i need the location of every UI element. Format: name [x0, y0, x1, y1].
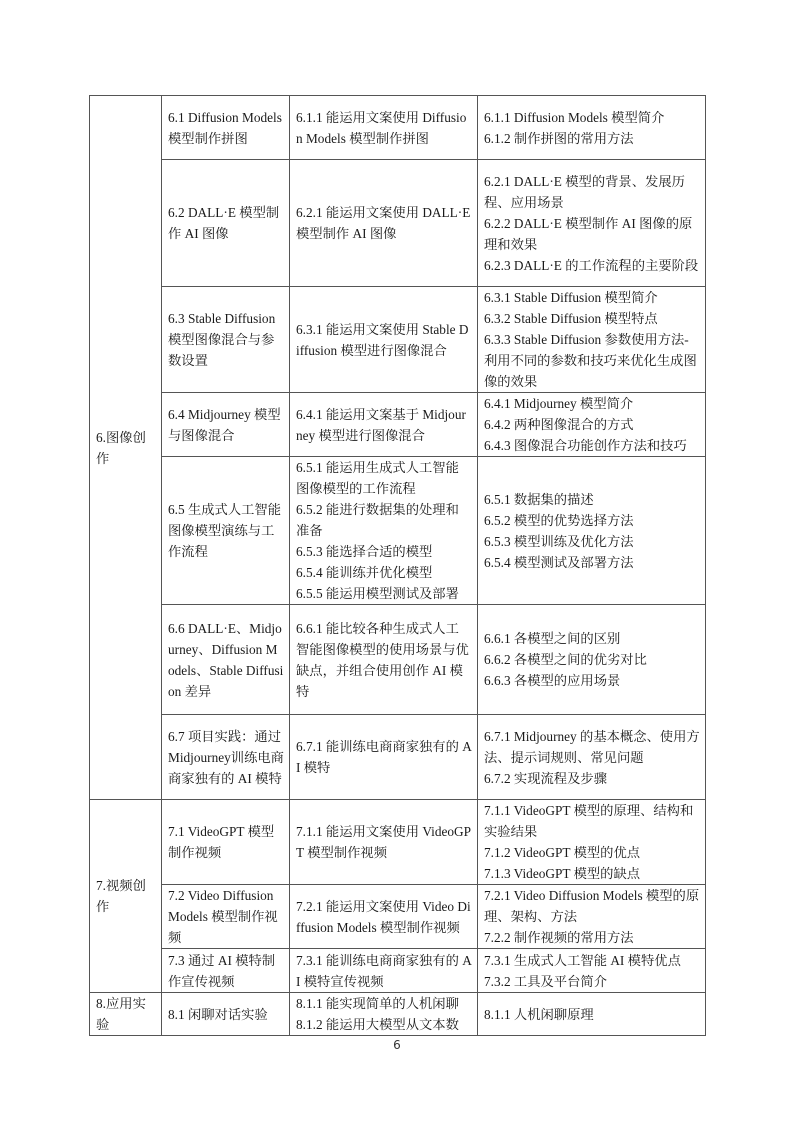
section-cell: 6.3 Stable Diffusion 模型图像混合与参数设置	[162, 287, 290, 393]
skill-item: 6.5.1 能运用生成式人工智能图像模型的工作流程	[296, 460, 459, 496]
knowledge-item: 7.2.2 制作视频的常用方法	[484, 930, 634, 945]
knowledge-item: 6.1.2 制作拼图的常用方法	[484, 130, 634, 146]
knowledge-item: 7.3.1 生成式人工智能 AI 模特优点	[484, 952, 681, 968]
knowledge-item: 6.5.4 模型测试及部署方法	[484, 554, 634, 570]
section-cell: 8.1 闲聊对话实验	[162, 993, 290, 1036]
skill-item: 8.1.2 能运用大模型从文本数	[296, 1017, 459, 1032]
skills-cell	[290, 715, 478, 800]
knowledge-item: 6.5.3 模型训练及优化方法	[484, 533, 634, 549]
knowledge-item: 6.6.1 各模型之间的区别	[484, 631, 621, 646]
knowledge-cell	[478, 715, 706, 800]
skill-item: 6.5.2 能进行数据集的处理和准备	[296, 502, 459, 538]
section-cell: 6.2 DALL·E 模型制作 AI 图像	[162, 160, 290, 287]
skill-item: 6.2.1 能运用文案使用 DALL·E 模型制作 AI 图像	[296, 205, 471, 241]
knowledge-item: 6.2.3 DALL·E 的工作流程的主要阶段	[484, 257, 699, 273]
section-cell: 6.5 生成式人工智能图像模型演练与工作流程	[162, 457, 290, 605]
skills-cell	[290, 993, 478, 1036]
curriculum-table	[89, 95, 706, 1036]
skills-cell	[290, 885, 478, 949]
chapter-cell: 7.视频创作	[90, 800, 162, 993]
skill-item: 6.7.1 能训练电商商家独有的 AI 模特	[296, 739, 472, 775]
skills-cell	[290, 96, 478, 160]
section-cell: 7.3 通过 AI 模特制作宣传视频	[162, 949, 290, 993]
skill-item: 7.2.1 能运用文案使用 Video Diffusion Models 模型制作视频	[296, 898, 471, 935]
table-row	[90, 949, 706, 993]
knowledge-item: 6.2.2 DALL·E 模型制作 AI 图像的原理和效果	[484, 215, 693, 252]
skill-item: 8.1.1 能实现简单的人机闲聊	[296, 996, 459, 1011]
table-row	[90, 993, 706, 1036]
knowledge-cell	[478, 96, 706, 160]
table-row	[90, 800, 706, 885]
table-row	[90, 96, 706, 160]
knowledge-item: 6.5.1 数据集的描述	[484, 491, 594, 507]
knowledge-cell	[478, 457, 706, 605]
table-row	[90, 393, 706, 457]
skill-item: 7.3.1 能训练电商商家独有的 AI 模特宣传视频	[296, 952, 472, 989]
knowledge-item: 6.7.1 Midjourney 的基本概念、使用方法、提示词规则、常见问题	[484, 728, 700, 765]
skill-item: 6.3.1 能运用文案使用 Stable Diffusion 模型进行图像混合	[296, 321, 469, 358]
knowledge-item: 6.6.2 各模型之间的优劣对比	[484, 652, 647, 667]
skill-item: 6.5.3 能选择合适的模型	[296, 544, 433, 559]
skills-cell	[290, 160, 478, 287]
section-cell: 6.6 DALL·E、Midjourney、Diffusion Models、Stable Diffusion 差异	[162, 605, 290, 715]
knowledge-item: 6.3.3 Stable Diffusion 参数使用方法-利用不同的参数和技巧来优化生成图像的效果	[484, 332, 697, 389]
table-row	[90, 160, 706, 287]
knowledge-item: 6.7.2 实现流程及步骤	[484, 770, 607, 786]
knowledge-cell	[478, 949, 706, 993]
knowledge-item: 6.4.1 Midjourney 模型简介	[484, 396, 634, 411]
knowledge-cell	[478, 160, 706, 287]
knowledge-item: 7.1.3 VideoGPT 模型的缺点	[484, 866, 641, 881]
knowledge-item: 7.2.1 Video Diffusion Models 模型的原理、架构、方法	[484, 888, 700, 924]
skills-cell	[290, 393, 478, 457]
knowledge-item: 6.5.2 模型的优势选择方法	[484, 512, 634, 528]
table-row	[90, 287, 706, 393]
skill-item: 6.4.1 能运用文案基于 Midjourney 模型进行图像混合	[296, 406, 466, 443]
section-cell: 6.4 Midjourney 模型与图像混合	[162, 393, 290, 457]
section-cell: 6.7 项目实践：通过Midjourney训练电商商家独有的 AI 模特	[162, 715, 290, 800]
knowledge-item: 7.1.1 VideoGPT 模型的原理、结构和实验结果	[484, 803, 694, 839]
knowledge-item: 6.3.1 Stable Diffusion 模型简介	[484, 290, 658, 305]
knowledge-item: 6.4.2 两种图像混合的方式	[484, 417, 634, 432]
skills-cell	[290, 457, 478, 605]
knowledge-item: 7.1.2 VideoGPT 模型的优点	[484, 845, 641, 860]
knowledge-item: 6.3.2 Stable Diffusion 模型特点	[484, 311, 658, 326]
skill-item: 6.6.1 能比较各种生成式人工智能图像模型的使用场景与优缺点，并组合使用创作 AI 模特	[296, 620, 469, 699]
skill-item: 6.5.5 能运用模型测试及部署	[296, 586, 459, 601]
knowledge-item: 6.1.1 Diffusion Models 模型简介	[484, 109, 665, 125]
knowledge-cell	[478, 993, 706, 1036]
skills-cell	[290, 800, 478, 885]
skill-item: 6.5.4 能训练并优化模型	[296, 565, 433, 580]
section-cell: 7.2 Video Diffusion Models 模型制作视频	[162, 885, 290, 949]
chapter-cell: 8.应用实验	[90, 993, 162, 1036]
section-cell: 6.1 Diffusion Models 模型制作拼图	[162, 96, 290, 160]
table-row	[90, 457, 706, 605]
knowledge-item: 8.1.1 人机闲聊原理	[484, 1006, 594, 1022]
skills-cell	[290, 605, 478, 715]
table-row	[90, 715, 706, 800]
knowledge-cell	[478, 393, 706, 457]
skills-cell	[290, 287, 478, 393]
chapter-cell: 6.图像创作	[90, 96, 162, 800]
knowledge-cell	[478, 287, 706, 393]
knowledge-item: 6.6.3 各模型的应用场景	[484, 673, 621, 688]
knowledge-item: 6.4.3 图像混合功能创作方法和技巧	[484, 438, 687, 453]
table-row	[90, 605, 706, 715]
table-row	[90, 885, 706, 949]
skill-item: 6.1.1 能运用文案使用 Diffusion Models 模型制作拼图	[296, 109, 467, 146]
skill-item: 7.1.1 能运用文案使用 VideoGPT 模型制作视频	[296, 824, 472, 860]
knowledge-cell	[478, 800, 706, 885]
skills-cell	[290, 949, 478, 993]
knowledge-item: 7.3.2 工具及平台简介	[484, 973, 607, 989]
knowledge-item: 6.2.1 DALL·E 模型的背景、发展历程、应用场景	[484, 173, 685, 210]
knowledge-cell	[478, 605, 706, 715]
page-number: 6	[393, 1038, 401, 1052]
knowledge-cell	[478, 885, 706, 949]
section-cell: 7.1 VideoGPT 模型制作视频	[162, 800, 290, 885]
